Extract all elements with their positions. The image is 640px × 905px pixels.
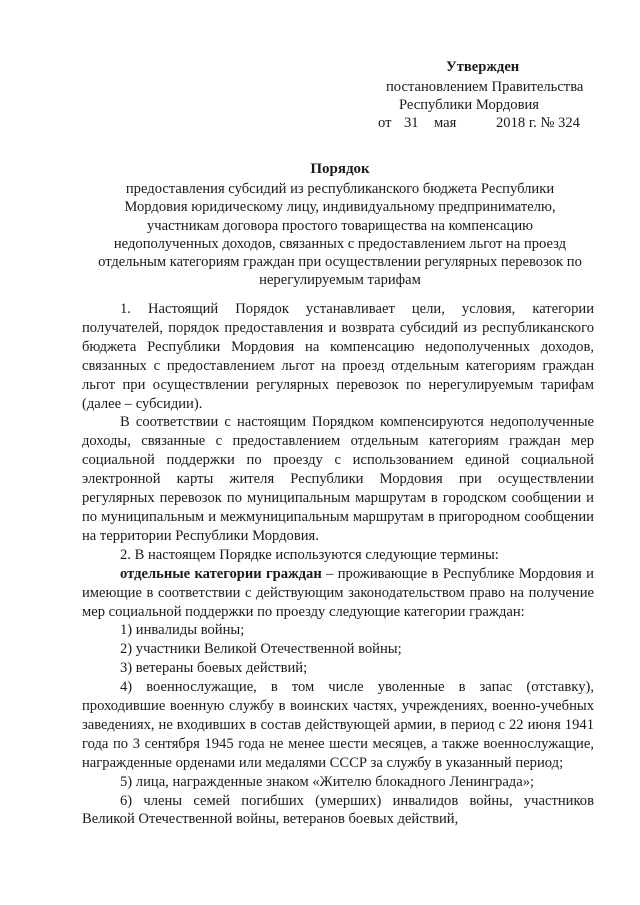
list-item: 2) участники Великой Отечественной войны; (120, 641, 402, 658)
subtitle-line: предоставления субсидий из республиканского бюджета Республики (125, 181, 555, 197)
approval-month: мая (434, 115, 457, 131)
approval-stamp (378, 58, 623, 132)
document-subtitle (60, 180, 620, 290)
list-item: 4) военнослужащие, в том числе уволенные в запас (отставку), проходившие военную службу в воинских частях, учреждениях, военно-учебных заведениях, не входивших в состав действующей армии, в период с 22 июня 1941 года по 3 сентября 1945 года не менее шести месяцев, а также военнослужащие, награжденные орденами или медалями СССР за службу в указанный период; (82, 679, 594, 771)
term-highlight: отдельные категории граждан (120, 565, 322, 582)
paragraph-term-definition (82, 565, 594, 622)
approval-date-line (378, 114, 623, 132)
term-definition-text: – проживающие в Республике Мордовия и имеющие в соответствии с действующим законодательством право на получение мер социальной поддержки по проезду следующие категории граждан: (82, 565, 594, 620)
subtitle-line: отдельным категориям граждан при осуществлении регулярных перевозок по (98, 254, 582, 271)
subtitle-line: нерегулируемым тарифам (259, 272, 421, 289)
list-item: 3) ветераны боевых действий; (120, 660, 308, 677)
subtitle-line: Мордовия юридическому лицу, индивидуальному предпринимателю, (124, 199, 556, 216)
document-title: Порядок (310, 161, 370, 177)
subtitle-line: недополученных доходов, связанных с предоставлением льгот на проезд (113, 235, 567, 252)
approval-year-number: 2018 г. № 324 (496, 115, 580, 131)
list-item: 5) лица, награжденные знаком «Жителю блокадного Ленинграда»; (120, 773, 535, 790)
approval-from-label: от (378, 115, 392, 131)
approval-decree-line: постановлением Правительства (386, 79, 584, 95)
approval-government-line: Республики Мордовия (399, 97, 540, 113)
paragraph-terms-intro: 2. В настоящем Порядке используются следующие термины: (120, 546, 499, 563)
paragraph-purpose: 1. Настоящий Порядок устанавливает цели, условия, категории получателей, порядок предоставления и возврата субсидий из республиканского бюджета Республики Мордовия на компенсацию недополученных доходов, связанных с предоставлением льгот на проезд отдельным категориям граждан льгот при осуществлении регулярных перевозок по нерегулируемым тарифам (далее – субсидии). (82, 301, 594, 412)
list-item: 1) инвалиды войны; (120, 622, 245, 639)
approval-day: 31 (404, 115, 419, 131)
subtitle-line: участникам договора простого товарищества на компенсацию (146, 217, 534, 234)
list-item: 6) члены семей погибших (умерших) инвалидов войны, участников Великой Отечественной войны, ветеранов боевых действий, (82, 792, 594, 828)
document-body (82, 300, 594, 829)
approval-title: Утвержден (446, 59, 520, 75)
paragraph-compensation: В соответствии с настоящим Порядком компенсируются недополученные доходы, связанные с предоставлением отдельным категориям граждан мер социальной поддержки по проезду с использованием единой социальной электронной карты жителя Республики Мордовия при осуществлении регулярных перевозок по муниципальным маршрутам в городском сообщении и по муниципальным и межмуниципальным маршрутам в пригородном сообщении на территории Республики Мордовия. (82, 414, 594, 544)
